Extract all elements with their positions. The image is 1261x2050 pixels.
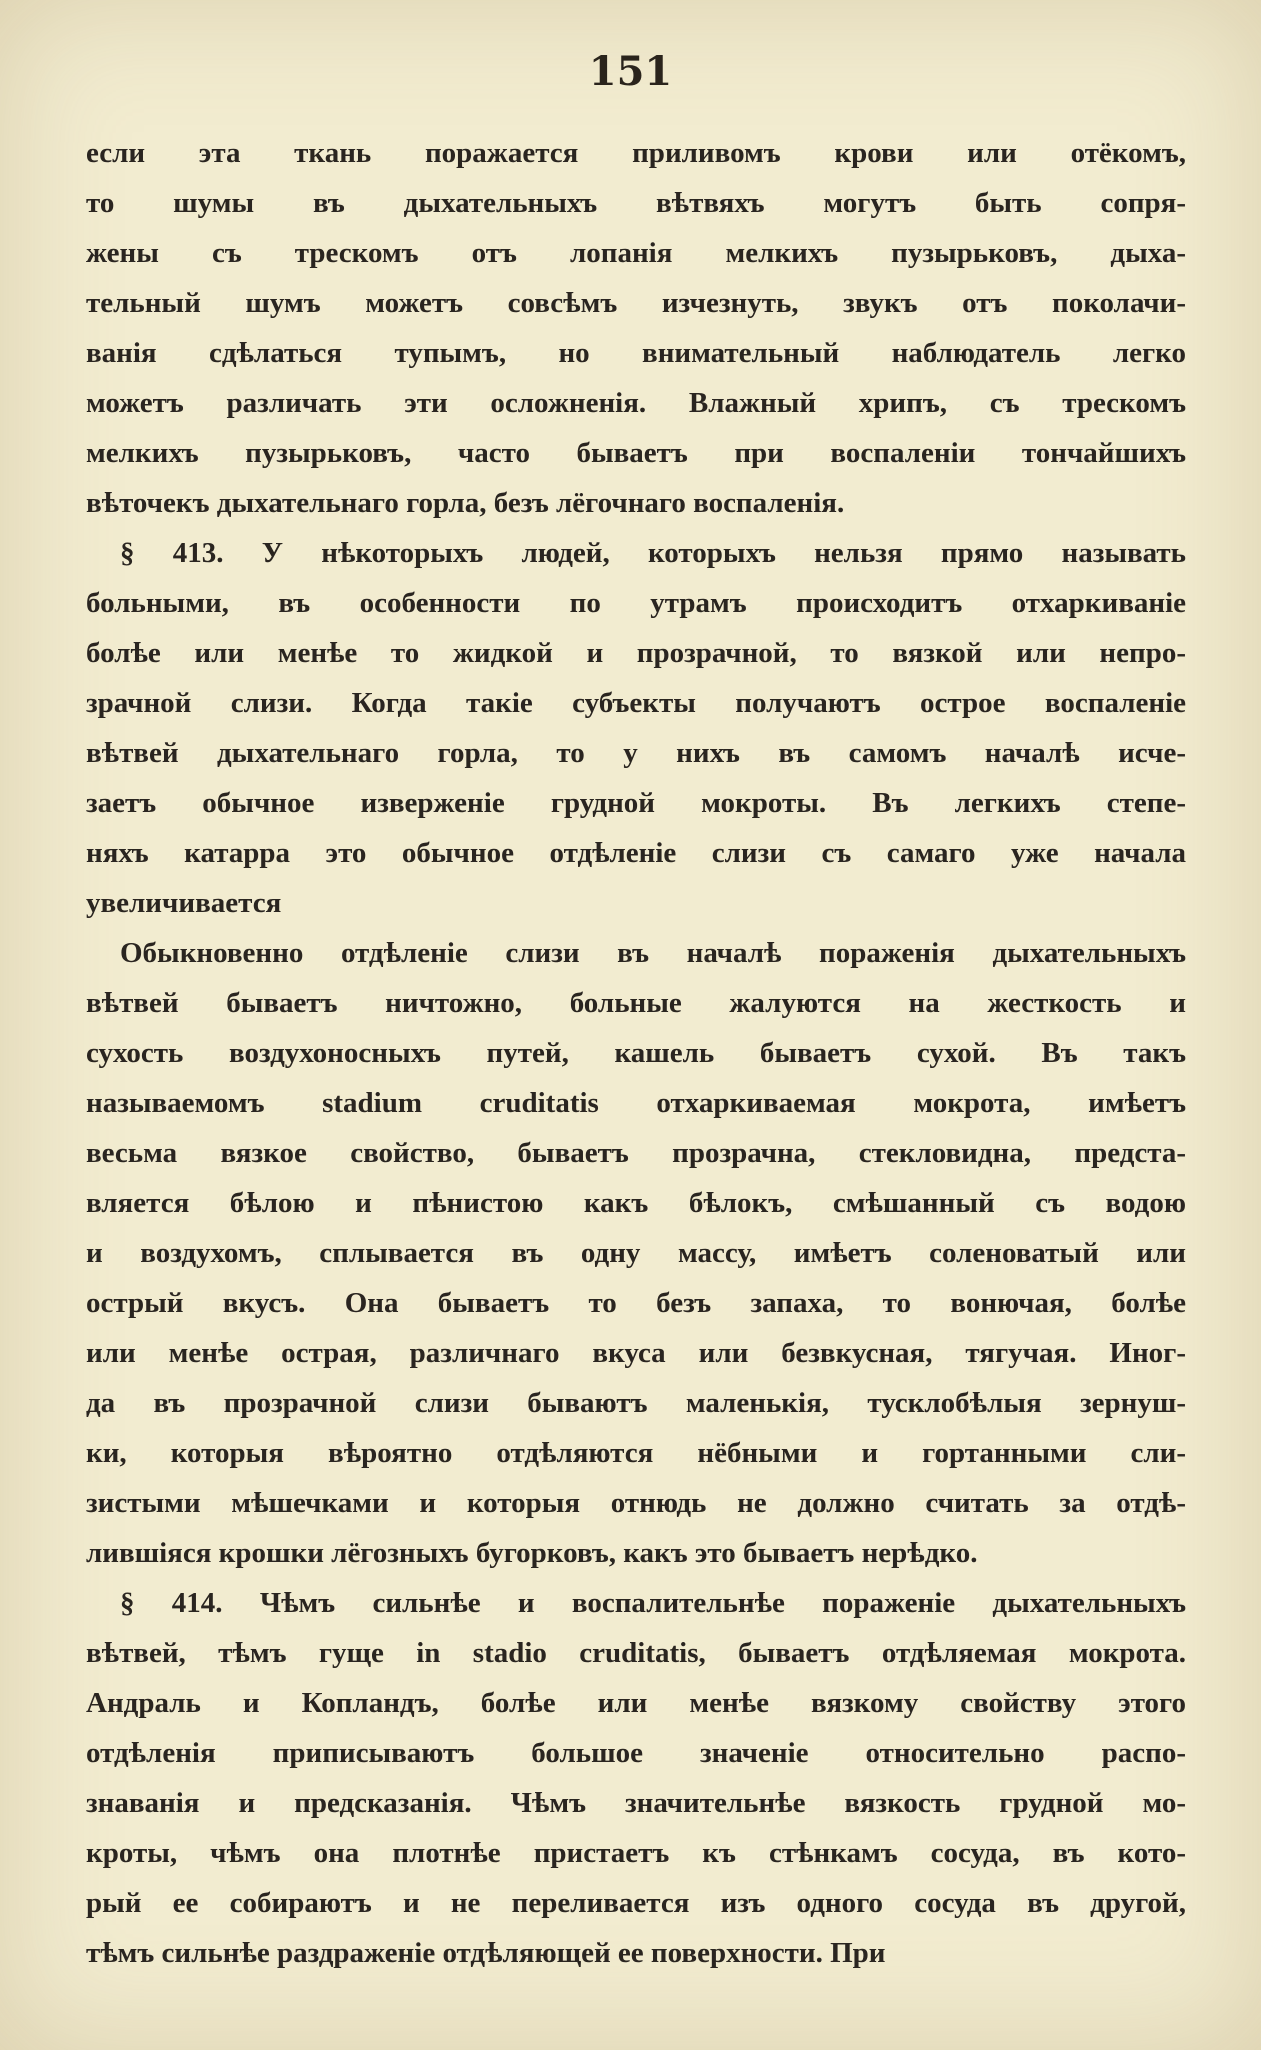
text-line: няхъ катарра это обычное отдѣленіе слизи съ самаго уже начала bbox=[86, 837, 1186, 869]
page-number: 151 bbox=[588, 48, 673, 95]
text-line: вѣтвей дыхательнаго горла, то у нихъ въ самомъ началѣ исче- bbox=[86, 737, 1186, 769]
text-line: если эта ткань поражается приливомъ крови или отёкомъ, bbox=[86, 137, 1186, 169]
text-line: вляется бѣлою и пѣнистою какъ бѣлокъ, смѣшанный съ водою bbox=[86, 1187, 1186, 1219]
text-line: болѣе или менѣе то жидкой и прозрачной, то вязкой или непро- bbox=[86, 637, 1186, 669]
text-line: и воздухомъ, сплывается въ одну массу, имѣетъ соленоватый или bbox=[86, 1237, 1186, 1269]
text-line: тѣмъ сильнѣе раздраженіе отдѣляющей ее поверхности. При bbox=[86, 1937, 886, 1969]
text-line: вѣточекъ дыхательнаго горла, безъ лёгочнаго воспаленія. bbox=[86, 487, 845, 519]
text-line: § 414. Чѣмъ сильнѣе и воспалительнѣе пораженіе дыхательныхъ bbox=[120, 1587, 1186, 1619]
text-line: § 413. У нѣкоторыхъ людей, которыхъ нельзя прямо называть bbox=[120, 537, 1186, 569]
paragraph-p2 bbox=[86, 528, 1186, 928]
paragraph-p4 bbox=[86, 1578, 1186, 1978]
text-line: знаванія и предсказанія. Чѣмъ значительнѣе вязкость грудной мо- bbox=[86, 1787, 1186, 1819]
text-line: мелкихъ пузырьковъ, часто бываетъ при воспаленіи тончайшихъ bbox=[86, 437, 1186, 469]
text-line: увеличивается bbox=[86, 887, 282, 919]
text-line: тельный шумъ можетъ совсѣмъ изчезнуть, звукъ отъ поколачи- bbox=[86, 287, 1186, 319]
text-line: называемомъ stadium cruditatis отхаркиваемая мокрота, имѣетъ bbox=[86, 1087, 1186, 1119]
text-line: сухость воздухоносныхъ путей, кашель бываетъ сухой. Въ такъ bbox=[86, 1037, 1186, 1069]
text-line: зрачной слизи. Когда такіе субъекты получаютъ острое воспаленіе bbox=[86, 687, 1186, 719]
text-line: или менѣе острая, различнаго вкуса или безвкусная, тягучая. Иног- bbox=[86, 1337, 1186, 1369]
text-line: можетъ различать эти осложненія. Влажный хрипъ, съ трескомъ bbox=[86, 387, 1186, 419]
text-line: ванія сдѣлаться тупымъ, но внимательный наблюдатель легко bbox=[86, 337, 1186, 369]
paragraph-p1 bbox=[86, 128, 1186, 528]
text-line: заетъ обычное изверженіе грудной мокроты. Въ легкихъ степе- bbox=[86, 787, 1186, 819]
paragraph-p3 bbox=[86, 928, 1186, 1578]
text-line: рый ее собираютъ и не переливается изъ одного сосуда въ другой, bbox=[86, 1887, 1186, 1919]
text-line: весьма вязкое свойство, бываетъ прозрачна, стекловидна, предста- bbox=[86, 1137, 1186, 1169]
body-text bbox=[86, 128, 1186, 1978]
text-line: вѣтвей, тѣмъ гуще in stadio cruditatis, бываетъ отдѣляемая мокрота. bbox=[86, 1637, 1186, 1669]
text-line: лившіяся крошки лёгозныхъ бугорковъ, какъ это бываетъ нерѣдко. bbox=[86, 1537, 978, 1569]
text-line: кроты, чѣмъ она плотнѣе пристаетъ къ стѣнкамъ сосуда, въ кото- bbox=[86, 1837, 1186, 1869]
text-line: да въ прозрачной слизи бываютъ маленькія, тусклобѣлыя зернуш- bbox=[86, 1387, 1186, 1419]
text-line: отдѣленія приписываютъ большое значеніе относительно распо- bbox=[86, 1737, 1186, 1769]
text-line: Андраль и Копландъ, болѣе или менѣе вязкому свойству этого bbox=[86, 1687, 1186, 1719]
text-line: вѣтвей бываетъ ничтожно, больные жалуются на жесткость и bbox=[86, 987, 1186, 1019]
text-line: Обыкновенно отдѣленіе слизи въ началѣ пораженія дыхательныхъ bbox=[120, 937, 1186, 969]
text-line: жены съ трескомъ отъ лопанія мелкихъ пузырьковъ, дыха- bbox=[86, 237, 1186, 269]
text-line: ки, которыя вѣроятно отдѣляются нёбными и гортанными сли- bbox=[86, 1437, 1186, 1469]
text-line: больными, въ особенности по утрамъ происходитъ отхаркиваніе bbox=[86, 587, 1186, 619]
text-line: острый вкусъ. Она бываетъ то безъ запаха, то вонючая, болѣе bbox=[86, 1287, 1186, 1319]
text-line: зистыми мѣшечками и которыя отнюдь не должно считать за отдѣ- bbox=[86, 1487, 1186, 1519]
text-line: то шумы въ дыхательныхъ вѣтвяхъ могутъ быть сопря- bbox=[86, 187, 1186, 219]
